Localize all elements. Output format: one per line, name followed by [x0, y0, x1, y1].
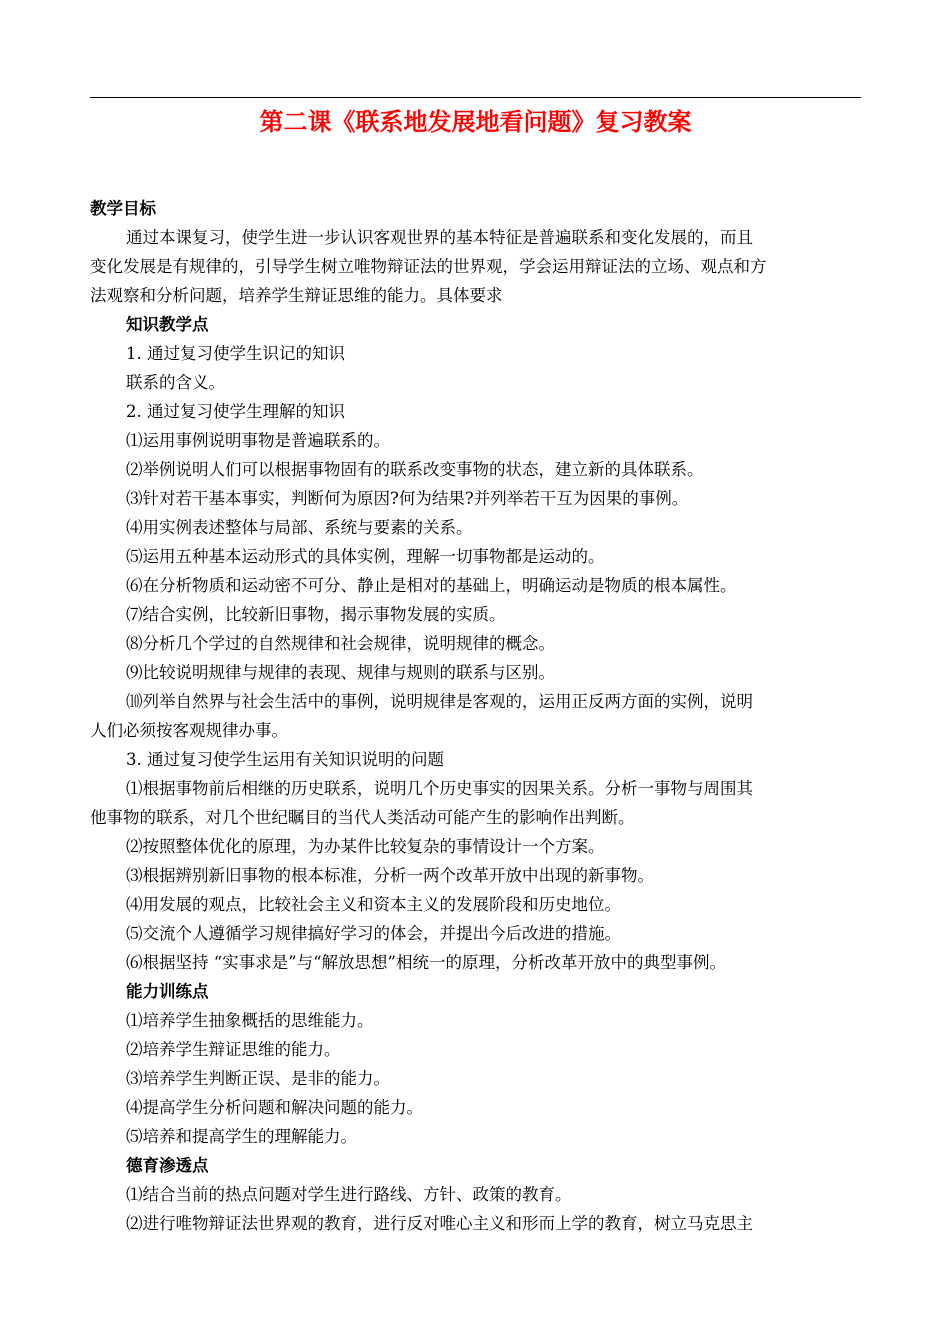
ability-item: ⑶培养学生判断正误、是非的能力。	[126, 1069, 390, 1088]
ability-item: ⑵培养学生辩证思维的能力。	[126, 1040, 341, 1059]
knowledge-section-title: 3. 通过复习使学生运用有关知识说明的问题	[126, 750, 444, 769]
document-body	[90, 194, 875, 1238]
knowledge-item: ⑸交流个人遵循学习规律搞好学习的体会，并提出今后改进的措施。	[126, 924, 621, 943]
ability-item: ⑷提高学生分析问题和解决问题的能力。	[126, 1098, 423, 1117]
intro-paragraph-line: 变化发展是有规律的，引导学生树立唯物辩证法的世界观，学会运用辩证法的立场、观点和方	[90, 257, 767, 276]
knowledge-item: ⑶针对若干基本事实，判断何为原因?何为结果?并列举若干互为因果的事例。	[126, 489, 689, 508]
knowledge-item-continuation: 人们必须按客观规律办事。	[90, 721, 288, 740]
heading-knowledge-points: 知识教学点	[126, 315, 209, 334]
knowledge-item: ⑷用发展的观点，比较社会主义和资本主义的发展阶段和历史地位。	[126, 895, 621, 914]
document-title: 第二课《联系地发展地看问题》复习教案	[259, 108, 692, 136]
knowledge-item: ⑺结合实例，比较新旧事物，揭示事物发展的实质。	[126, 605, 506, 624]
header-rule	[90, 97, 861, 98]
knowledge-item: ⑽列举自然界与社会生活中的事例，说明规律是客观的，运用正反两方面的实例，说明	[126, 692, 753, 711]
knowledge-item: ⑹在分析物质和运动密不可分、静止是相对的基础上，明确运动是物质的根本属性。	[126, 576, 737, 595]
knowledge-item: ⑴运用事例说明事物是普遍联系的。	[126, 431, 390, 450]
ability-item: ⑴培养学生抽象概括的思维能力。	[126, 1011, 374, 1030]
knowledge-item: ⑶根据辨别新旧事物的根本标准，分析一两个改革开放中出现的新事物。	[126, 866, 654, 885]
knowledge-item: ⑻分析几个学过的自然规律和社会规律，说明规律的概念。	[126, 634, 555, 653]
knowledge-item: ⑵举例说明人们可以根据事物固有的联系改变事物的状态，建立新的具体联系。	[126, 460, 704, 479]
moral-item: ⑴结合当前的热点问题对学生进行路线、方针、政策的教育。	[126, 1185, 572, 1204]
knowledge-item: ⑹根据坚持 “实事求是”与“解放思想”相统一的原理，分析改革开放中的典型事例。	[126, 953, 726, 972]
knowledge-item: ⑼比较说明规律与规律的表现、规律与规则的联系与区别。	[126, 663, 555, 682]
heading-moral-points: 德育渗透点	[126, 1156, 209, 1175]
knowledge-item-continuation: 他事物的联系，对几个世纪瞩目的当代人类活动可能产生的影响作出判断。	[90, 808, 635, 827]
intro-paragraph-line: 法观察和分析问题，培养学生辩证思维的能力。具体要求	[90, 286, 503, 305]
heading-teaching-goals: 教学目标	[90, 199, 156, 218]
knowledge-item: ⑷用实例表述整体与局部、系统与要素的关系。	[126, 518, 473, 537]
heading-ability-points: 能力训练点	[126, 982, 209, 1001]
knowledge-item: ⑵按照整体优化的原理，为办某件比较复杂的事情设计一个方案。	[126, 837, 605, 856]
moral-item: ⑵进行唯物辩证法世界观的教育，进行反对唯心主义和形而上学的教育，树立马克思主	[126, 1214, 753, 1233]
knowledge-item: ⑴根据事物前后相继的历史联系，说明几个历史事实的因果关系。分析一事物与周围其	[126, 779, 753, 798]
knowledge-section-title: 2. 通过复习使学生理解的知识	[126, 402, 345, 421]
knowledge-item: ⑸运用五种基本运动形式的具体实例，理解一切事物都是运动的。	[126, 547, 605, 566]
ability-item: ⑸培养和提高学生的理解能力。	[126, 1127, 357, 1146]
knowledge-item: 联系的含义。	[126, 373, 225, 392]
intro-paragraph-line: 通过本课复习，使学生进一步认识客观世界的基本特征是普遍联系和变化发展的，而且	[126, 228, 753, 247]
knowledge-section-title: 1. 通过复习使学生识记的知识	[126, 344, 345, 363]
